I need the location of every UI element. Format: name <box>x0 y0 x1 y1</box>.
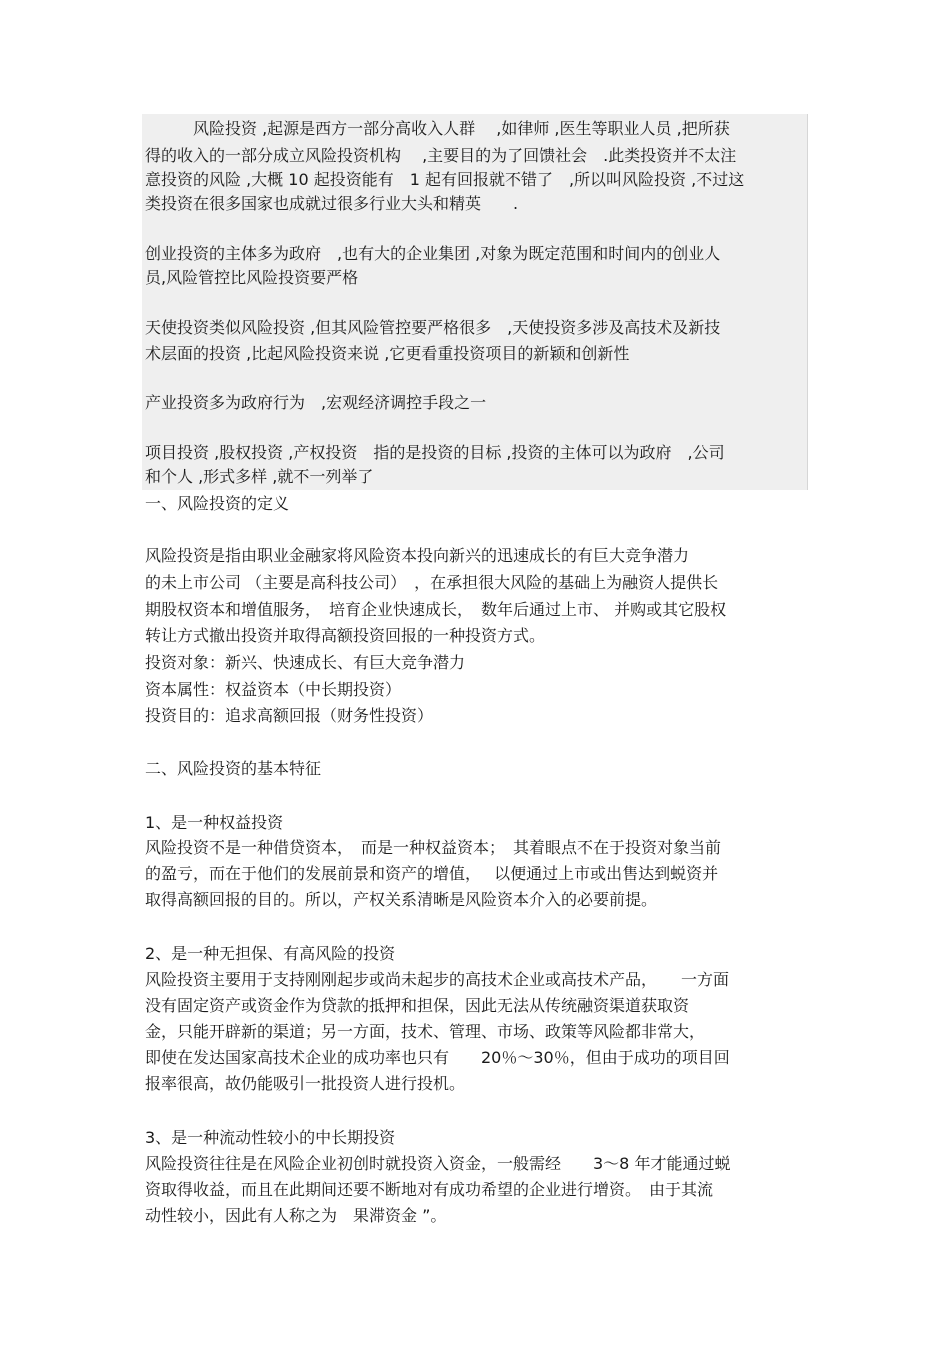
text-line: 的盈亏，而在于他们的发展前景和资产的增值， 以便通过上市或出售达到蜕资并 <box>145 864 719 883</box>
section-heading: 二、风险投资的基本特征 <box>145 759 322 778</box>
text-line: 风险投资不是一种借贷资本， 而是一种权益资本； 其着眼点不在于投资对象当前 <box>145 838 722 857</box>
subsection-heading: 3、是一种流动性较小的中长期投资 <box>145 1128 396 1147</box>
subsection-heading: 2、是一种无担保、有高风险的投资 <box>145 944 396 963</box>
text-line: 转让方式撤出投资并取得高额投资回报的一种投资方式。 <box>145 626 546 645</box>
text-line: 资本属性：权益资本（中长期投资） <box>145 680 402 699</box>
text-line: 金，只能开辟新的渠道；另一方面，技术、管理、市场、政策等风险都非常大， <box>145 1022 706 1041</box>
text-line: 意投资的风险 ,大概 10 起投资能有 1 起有回报就不错了 ,所以叫风险投资 ,不过这 <box>145 170 745 189</box>
text-line: 类投资在很多国家也成就过很多行业大头和精英 . <box>145 194 519 213</box>
text-line: 风险投资主要用于支持刚刚起步或尚未起步的高技术企业或高技术产品， 一方面 <box>145 970 730 989</box>
text-line: 和个人 ,形式多样 ,就不一列举了 <box>145 467 374 486</box>
text-line: 术层面的投资 ,比起风险投资来说 ,它更看重投资项目的新颖和创新性 <box>145 344 630 363</box>
text-line: 期股权资本和增值服务， 培育企业快速成长， 数年后通过上市、 并购或其它股权 <box>145 600 727 619</box>
text-line: 风险投资往往是在风险企业初创时就投资入资金，一般需经 3～8 年才能通过蜕 <box>145 1154 731 1173</box>
text-line: 员,风险管控比风险投资要严格 <box>145 268 359 287</box>
text-line: 创业投资的主体多为政府 ,也有大的企业集团 ,对象为既定范围和时间内的创业人 <box>145 244 721 263</box>
text-line: 动性较小，因此有人称之为 果滞资金 ”。 <box>145 1206 447 1225</box>
text-line: 报率很高，故仍能吸引一批投资人进行投机。 <box>145 1074 466 1093</box>
subsection-heading: 1、是一种权益投资 <box>145 813 284 832</box>
text-line: 得的收入的一部分成立风险投资机构 ,主要目的为了回馈社会 .此类投资并不太注 <box>145 146 737 165</box>
text-line: 产业投资多为政府行为 ,宏观经济调控手段之一 <box>145 393 487 412</box>
text-line: 取得高额回报的目的。所以，产权关系清晰是风险资本介入的必要前提。 <box>145 890 658 909</box>
text-line: 风险投资是指由职业金融家将风险资本投向新兴的迅速成长的有巨大竞争潜力 <box>145 546 690 565</box>
text-line: 没有固定资产或资金作为贷款的抵押和担保，因此无法从传统融资渠道获取资 <box>145 996 690 1015</box>
text-line: 项目投资 ,股权投资 ,产权投资 指的是投资的目标 ,投资的主体可以为政府 ,公司 <box>145 443 725 462</box>
text-line: 投资目的：追求高额回报（财务性投资） <box>145 706 434 725</box>
text-line: 风险投资 ,起源是西方一部分高收入人群 ,如律师 ,医生等职业人员 ,把所获 <box>145 119 730 138</box>
section-heading: 一、风险投资的定义 <box>145 494 290 513</box>
text-line: 投资对象：新兴、快速成长、有巨大竞争潜力 <box>145 653 466 672</box>
text-line: 即使在发达国家高技术企业的成功率也只有 20％～30％，但由于成功的项目回 <box>145 1048 730 1067</box>
text-line: 天使投资类似风险投资 ,但其风险管控要严格很多 ,天使投资多涉及高技术及新技 <box>145 318 721 337</box>
text-line: 资取得收益，而且在此期间还要不断地对有成功希望的企业进行增资。 由于其流 <box>145 1180 714 1199</box>
text-line: 的未上市公司 （主要是高科技公司） ，在承担很大风险的基础上为融资人提供长 <box>145 573 719 592</box>
